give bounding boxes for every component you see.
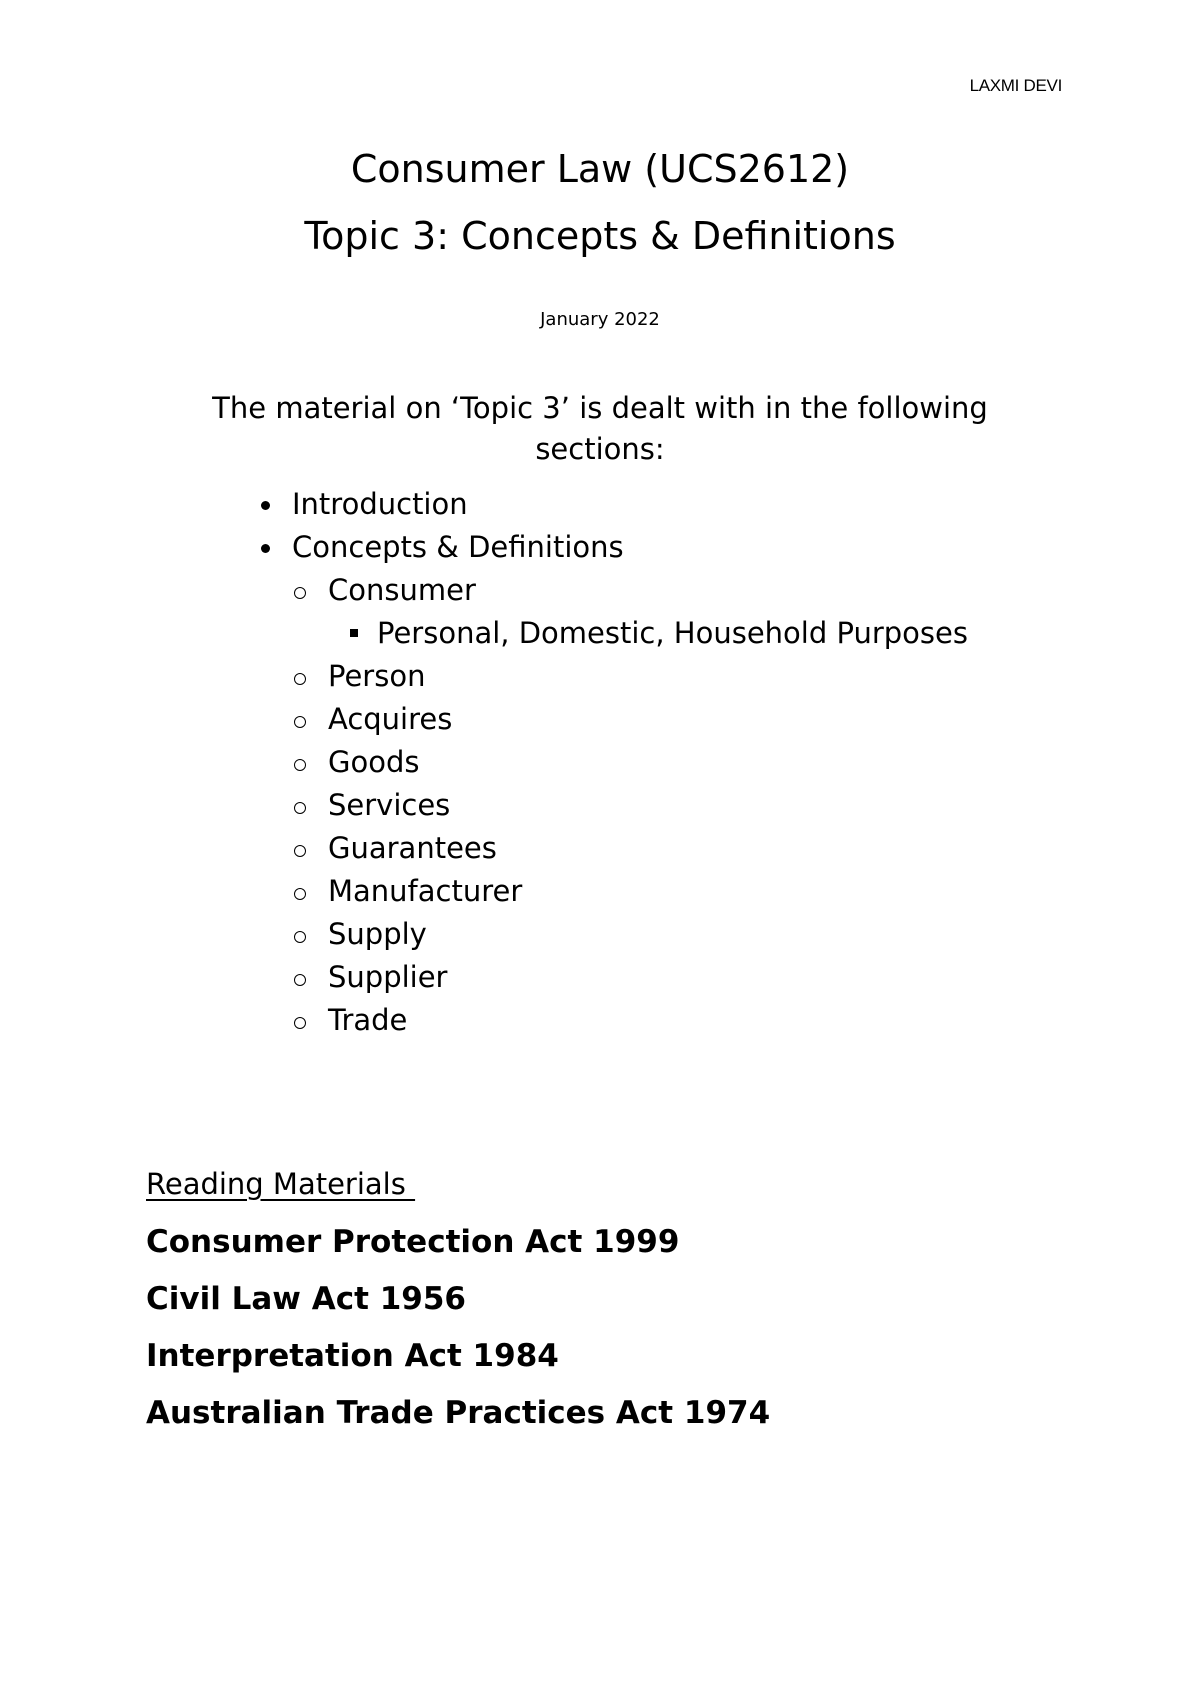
outline-item-label: Trade xyxy=(328,1003,408,1037)
outline-item xyxy=(0,612,1200,655)
outline-item-label: Supply xyxy=(328,917,427,951)
bullet-circle-icon xyxy=(294,759,306,771)
outline-item xyxy=(0,483,1200,526)
outline-item-label: Manufacturer xyxy=(328,874,523,908)
reading-material-item: Interpretation Act 1984 xyxy=(146,1338,559,1374)
outline-item-label: Supplier xyxy=(328,960,448,994)
outline-item xyxy=(0,827,1200,870)
bullet-circle-icon xyxy=(294,673,306,685)
outline-item xyxy=(0,698,1200,741)
topic-title: Topic 3: Concepts & Definitions xyxy=(304,214,896,258)
bullet-circle-icon xyxy=(294,716,306,728)
bullet-circle-icon xyxy=(294,931,306,943)
reading-material-item: Civil Law Act 1956 xyxy=(146,1281,466,1317)
outline-item-label: Personal, Domestic, Household Purposes xyxy=(377,616,968,650)
outline-item-label: Services xyxy=(328,788,451,822)
reading-material-item: Australian Trade Practices Act 1974 xyxy=(146,1395,771,1431)
bullet-circle-icon xyxy=(294,587,306,599)
outline-item xyxy=(0,784,1200,827)
reading-materials-list xyxy=(146,1222,770,1450)
bullet-circle-icon xyxy=(294,802,306,814)
outline-item xyxy=(0,913,1200,956)
bullet-circle-icon xyxy=(294,888,306,900)
bullet-disc-icon xyxy=(261,501,270,510)
outline-item xyxy=(0,956,1200,999)
outline-item-label: Goods xyxy=(328,745,420,779)
bullet-circle-icon xyxy=(294,974,306,986)
document-date: January 2022 xyxy=(540,309,660,330)
outline-item xyxy=(0,655,1200,698)
bullet-circle-icon xyxy=(294,845,306,857)
outline-item-label: Guarantees xyxy=(328,831,497,865)
outline-item-label: Consumer xyxy=(328,573,476,607)
outline-item xyxy=(0,870,1200,913)
outline-item-label: Introduction xyxy=(292,487,468,521)
outline-item-label: Concepts & Definitions xyxy=(292,530,624,564)
outline-item xyxy=(0,569,1200,612)
outline-item xyxy=(0,741,1200,784)
intro-paragraph: The material on ‘Topic 3’ is dealt with in the following sections: xyxy=(212,391,988,466)
bullet-circle-icon xyxy=(294,1017,306,1029)
topic-outline xyxy=(0,483,1200,1042)
reading-materials-heading: Reading Materials xyxy=(146,1167,416,1201)
bullet-square-icon xyxy=(350,629,358,637)
reading-material-item: Consumer Protection Act 1999 xyxy=(146,1224,680,1260)
outline-item xyxy=(0,526,1200,569)
course-title: Consumer Law (UCS2612) xyxy=(350,147,850,191)
header-author: LAXMI DEVI xyxy=(969,76,1062,95)
bullet-disc-icon xyxy=(261,544,270,553)
outline-item xyxy=(0,999,1200,1042)
outline-item-label: Person xyxy=(328,659,426,693)
outline-item-label: Acquires xyxy=(328,702,453,736)
